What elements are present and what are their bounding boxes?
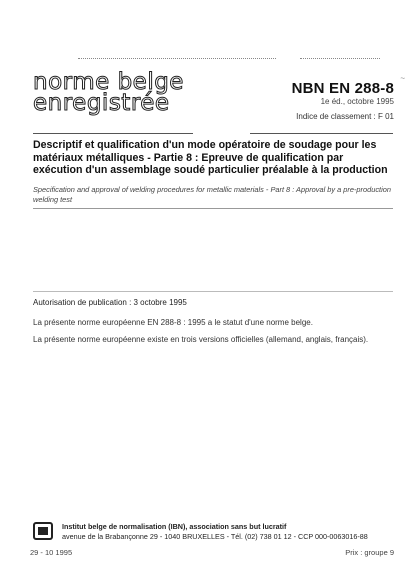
edition-date: 1e éd., octobre 1995 (320, 97, 394, 106)
standard-number: NBN EN 288-8 (291, 80, 394, 97)
institute-name: Institut belge de normalisation (IBN), association sans but lucratif (62, 522, 287, 531)
brand-title (33, 69, 184, 116)
title-bottom-rule (33, 208, 393, 209)
section-rule (33, 291, 393, 292)
margin-mark: ~ (400, 74, 405, 83)
price-group: Prix : groupe 9 (345, 548, 394, 557)
footer-date: 29 - 10 1995 (30, 548, 73, 557)
classification-index: Indice de classement : F 01 (296, 112, 394, 121)
title-french: Descriptif et qualification d'un mode opératoire de soudage pour les matériaux métalliques - Partie 8 : Epreuve de qualification par exécution d'un assemblage soudé particulier préalable à la production (33, 139, 388, 176)
ibn-logo-icon (33, 522, 53, 540)
title-english: Specification and approval of welding procedures for metallic materials - Part 8 : Approval by a pre-production welding test (33, 185, 391, 204)
status-statement: La présente norme européenne EN 288-8 : 1995 a le statut d'une norme belge. (33, 318, 313, 327)
header-dotted-rule (78, 58, 276, 59)
title-rule-left (33, 133, 193, 134)
brand-line-2: enregistrée (33, 90, 170, 116)
footer-institute-block (62, 522, 368, 542)
title-rule-right (250, 133, 393, 134)
institute-address: avenue de la Brabançonne 29 - 1040 BRUXELLES - Tél. (02) 738 01 12 - CCP 000-0063016-88 (62, 532, 368, 541)
brand-line-1: norme belge (33, 69, 184, 95)
versions-statement: La présente norme européenne existe en trois versions officielles (allemand, anglais, français). (33, 335, 369, 344)
header-dotted-rule-right (300, 58, 380, 59)
publication-authorization: Autorisation de publication : 3 octobre 1995 (33, 298, 187, 307)
